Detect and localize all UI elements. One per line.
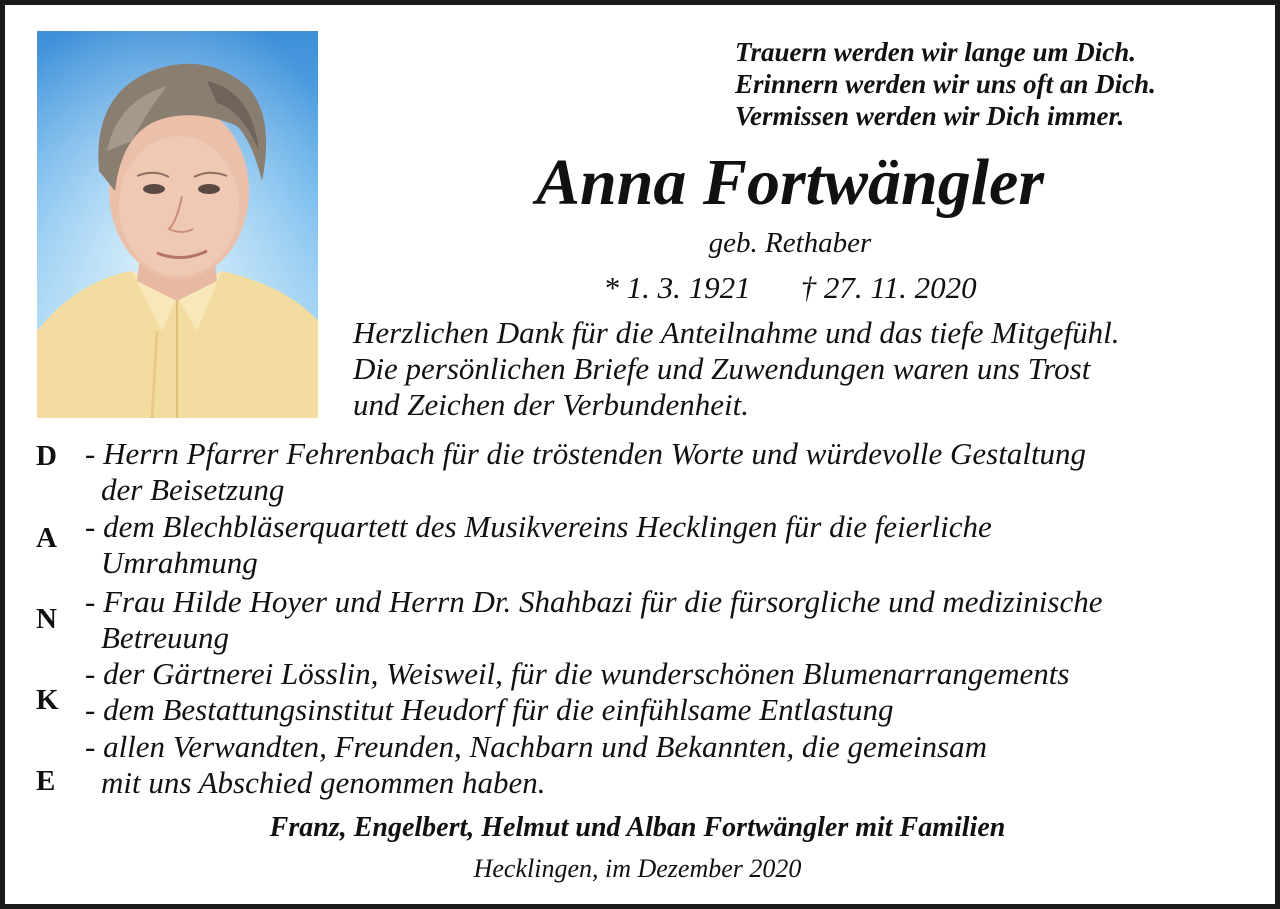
thanks-item-continuation: Betreuung [101, 620, 229, 655]
danke-letter-d: D [36, 440, 57, 472]
birth-name: geb. Rethaber [708, 227, 872, 259]
thanks-item-line: - Frau Hilde Hoyer und Herrn Dr. Shahbazi für die fürsorgliche und medizinische [85, 584, 1103, 619]
death-date: † 27. 11. 2020 [800, 270, 977, 305]
thanks-item [85, 436, 1086, 508]
thanks-item-continuation: mit uns Abschied genommen haben. [101, 765, 546, 800]
thanks-intro [353, 315, 1120, 423]
thanks-item [85, 729, 987, 801]
thanks-intro-line: Herzlichen Dank für die Anteilnahme und das tiefe Mitgefühl. [353, 315, 1120, 350]
memorial-verse [735, 36, 1156, 132]
thanks-intro-line: und Zeichen der Verbundenheit. [353, 387, 750, 422]
thanks-item-continuation: der Beisetzung [101, 472, 285, 507]
thanks-item [85, 584, 1102, 656]
thanks-item-line: - allen Verwandten, Freunden, Nachbarn und Bekannten, die gemeinsam [85, 729, 987, 764]
portrait-photo [37, 31, 318, 418]
thanks-item [85, 509, 992, 581]
deceased-name: Anna Fortwängler [535, 146, 1045, 219]
danke-letter-k: K [36, 684, 59, 716]
birth-date: * 1. 3. 1921 [603, 270, 751, 305]
life-dates [340, 270, 1240, 306]
verse-line: Vermissen werden wir Dich immer. [735, 101, 1125, 131]
verse-line: Trauern werden wir lange um Dich. [735, 37, 1137, 67]
family-signature: Franz, Engelbert, Helmut und Alban Fortwängler mit Familien [269, 812, 1006, 843]
thanks-item-line: - Herrn Pfarrer Fehrenbach für die tröstenden Worte und würdevolle Gestaltung [85, 436, 1087, 471]
thanks-item-line: - dem Bestattungsinstitut Heudorf für die einfühlsame Entlastung [85, 692, 894, 727]
thanks-item-line: - der Gärtnerei Lösslin, Weisweil, für die wunderschönen Blumenarrangements [85, 656, 1070, 691]
thanks-intro-line: Die persönlichen Briefe und Zuwendungen waren uns Trost [353, 351, 1091, 386]
place-date: Hecklingen, im Dezember 2020 [473, 854, 802, 883]
thanks-item-continuation: Umrahmung [101, 545, 258, 580]
danke-letter-a: A [36, 522, 57, 554]
thanks-item [85, 692, 894, 728]
danke-letter-n: N [36, 603, 57, 635]
thanks-item-line: - dem Blechbläserquartett des Musikvereins Hecklingen für die feierliche [85, 509, 992, 544]
danke-letter-e: E [36, 765, 56, 797]
thanks-item [85, 656, 1069, 692]
verse-line: Erinnern werden wir uns oft an Dich. [735, 69, 1156, 99]
